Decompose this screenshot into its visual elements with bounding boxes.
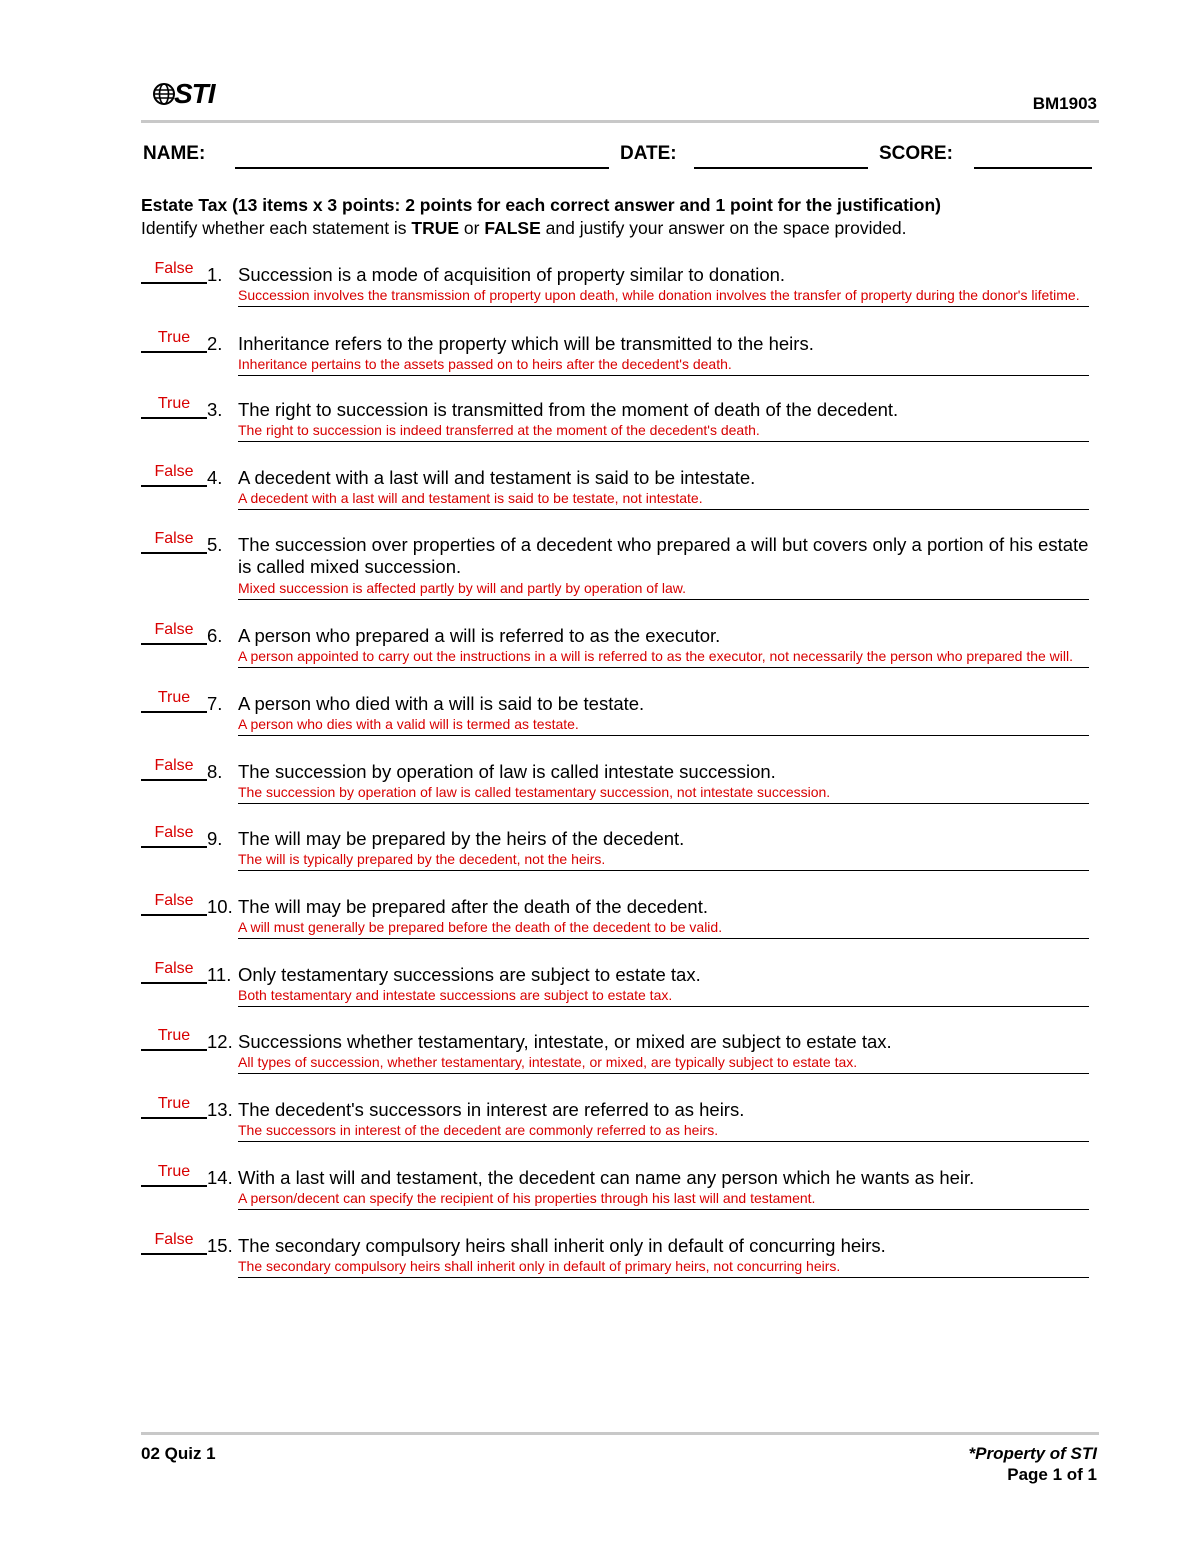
score-label: SCORE: <box>879 143 953 164</box>
sti-logo <box>152 78 215 110</box>
instruction-tail: and justify your answer on the space provided. <box>540 218 907 238</box>
answer-text: False <box>154 1231 194 1248</box>
answer-blank[interactable] <box>141 982 207 984</box>
item-number: 4. <box>207 467 223 488</box>
answer-blank[interactable] <box>141 1253 207 1255</box>
justification-line: A person who dies with a valid will is termed as testate. <box>238 716 1089 736</box>
item-number: 2. <box>207 333 223 354</box>
answer-text: False <box>154 621 194 638</box>
justification-line: The succession by operation of law is called testamentary succession, not intestate succession. <box>238 784 1089 804</box>
answer-text: True <box>157 395 191 412</box>
justification-line: The right to succession is indeed transferred at the moment of the decedent's death. <box>238 422 1089 442</box>
item-number: 7. <box>207 693 223 714</box>
globe-icon <box>152 82 176 106</box>
item-number: 10. <box>207 896 233 917</box>
question-text: Inheritance refers to the property which will be transmitted to the heirs. <box>238 333 814 354</box>
instruction-or: or <box>459 218 485 238</box>
date-label: DATE: <box>620 143 677 164</box>
property-notice: *Property of STI <box>968 1444 1097 1463</box>
question-text: With a last will and testament, the decedent can name any person which he wants as heir. <box>238 1167 975 1188</box>
question-text: The will may be prepared by the heirs of the decedent. <box>238 828 685 849</box>
answer-blank[interactable] <box>141 417 207 419</box>
item-number: 8. <box>207 761 223 782</box>
item-number: 5. <box>207 534 223 555</box>
answer-text: True <box>157 1163 191 1180</box>
answer-blank[interactable] <box>141 846 207 848</box>
justification-line: A person/decent can specify the recipient of his properties through his last will and testament. <box>238 1190 1089 1210</box>
justification-line: Both testamentary and intestate successions are subject to estate tax. <box>238 987 1089 1007</box>
justification-line: The secondary compulsory heirs shall inherit only in default of primary heirs, not concurring heirs. <box>238 1258 1089 1278</box>
instruction-text: Identify whether each statement is <box>141 218 412 238</box>
item-number: 12. <box>207 1031 233 1052</box>
footer-quiz-label: 02 Quiz 1 <box>141 1444 216 1463</box>
justification-line: Succession involves the transmission of property upon death, while donation involves the transfer of property during the donor's lifetime. <box>238 287 1089 307</box>
name-label: NAME: <box>143 143 206 164</box>
page-number: Page 1 of 1 <box>1007 1465 1097 1484</box>
question-text: A person who died with a will is said to be testate. <box>238 693 645 714</box>
item-number: 14. <box>207 1167 233 1188</box>
answer-text: False <box>154 260 194 277</box>
header-divider <box>141 120 1099 123</box>
item-number: 11. <box>207 964 232 985</box>
question-text: The succession by operation of law is called intestate succession. <box>238 761 776 782</box>
question-text: Successions whether testamentary, intestate, or mixed are subject to estate tax. <box>238 1031 892 1052</box>
answer-text: False <box>154 757 194 774</box>
question-text: A person who prepared a will is referred to as the executor. <box>238 625 721 646</box>
justification-line: A will must generally be prepared before the death of the decedent to be valid. <box>238 919 1089 939</box>
answer-text: True <box>157 1095 191 1112</box>
answer-blank[interactable] <box>141 552 207 554</box>
question-text: Only testamentary successions are subject to estate tax. <box>238 964 701 985</box>
question-text: Succession is a mode of acquisition of property similar to donation. <box>238 264 786 285</box>
item-number: 6. <box>207 625 223 646</box>
footer-right <box>969 1443 1097 1485</box>
student-info-row <box>141 143 1099 173</box>
answer-text: False <box>154 530 194 547</box>
question-text: The decedent's successors in interest are referred to as heirs. <box>238 1099 745 1120</box>
item-number: 3. <box>207 399 223 420</box>
justification-line: Inheritance pertains to the assets passed on to heirs after the decedent's death. <box>238 356 1089 376</box>
answer-text: True <box>157 689 191 706</box>
justification-line: The will is typically prepared by the decedent, not the heirs. <box>238 851 1089 871</box>
answer-blank[interactable] <box>141 1117 207 1119</box>
instructions <box>141 218 907 239</box>
date-field[interactable] <box>694 167 868 169</box>
answer-blank[interactable] <box>141 1049 207 1051</box>
answer-blank[interactable] <box>141 914 207 916</box>
justification-line: A person appointed to carry out the instructions in a will is referred to as the executor, not necessarily the person who prepared the will. <box>238 648 1089 668</box>
footer-divider <box>141 1432 1099 1435</box>
score-field[interactable] <box>974 167 1092 169</box>
question-text: The will may be prepared after the death of the decedent. <box>238 896 708 917</box>
section-title: Estate Tax (13 items x 3 points: 2 points for each correct answer and 1 point for the justification) <box>141 195 941 215</box>
item-number: 9. <box>207 828 223 849</box>
answer-blank[interactable] <box>141 643 207 645</box>
justification-line: The successors in interest of the decedent are commonly referred to as heirs. <box>238 1122 1089 1142</box>
answer-text: False <box>154 960 194 977</box>
question-text: The succession over properties of a decedent who prepared a will but covers only a portion of his estate is called mixed succession. <box>238 534 1089 577</box>
question-text: The right to succession is transmitted from the moment of death of the decedent. <box>238 399 899 420</box>
logo-text: STI <box>174 78 215 109</box>
answer-text: False <box>154 892 194 909</box>
answer-text: False <box>154 824 194 841</box>
answer-blank[interactable] <box>141 779 207 781</box>
answer-blank[interactable] <box>141 711 207 713</box>
answer-blank[interactable] <box>141 1185 207 1187</box>
item-number: 13. <box>207 1099 233 1120</box>
course-code: BM1903 <box>1032 94 1097 113</box>
justification-line: Mixed succession is affected partly by will and partly by operation of law. <box>238 580 1089 600</box>
question-text: A decedent with a last will and testament is said to be intestate. <box>238 467 756 488</box>
answer-blank[interactable] <box>141 351 207 353</box>
justification-line: All types of succession, whether testamentary, intestate, or mixed, are typically subject to estate tax. <box>238 1054 1089 1074</box>
instruction-true: TRUE <box>411 218 460 238</box>
item-number: 1. <box>207 264 223 285</box>
answer-text: True <box>157 329 191 346</box>
answer-blank[interactable] <box>141 282 207 284</box>
answer-text: True <box>157 1027 191 1044</box>
instruction-false: FALSE <box>484 218 541 238</box>
name-field[interactable] <box>235 167 609 169</box>
item-number: 15. <box>207 1235 233 1256</box>
question-text: The secondary compulsory heirs shall inherit only in default of concurring heirs. <box>238 1235 886 1256</box>
answer-blank[interactable] <box>141 485 207 487</box>
justification-line: A decedent with a last will and testament is said to be testate, not intestate. <box>238 490 1089 510</box>
answer-text: False <box>154 463 194 480</box>
